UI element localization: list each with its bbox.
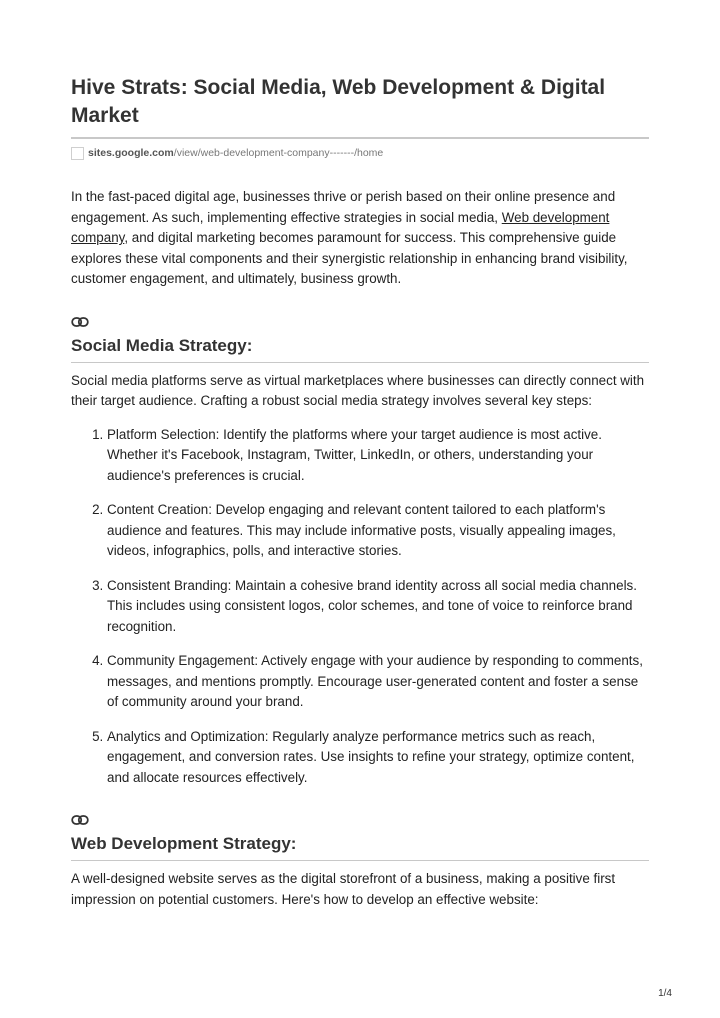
intro-text-end: , and digital marketing becomes paramount for success. This comprehensive guide explores these vital components and their synergistic relationship in enhancing brand visibility, customer engagement, and ultimately, business growth.: [71, 230, 628, 286]
section-divider: [71, 362, 649, 363]
section-web-development: [71, 814, 649, 910]
section-divider: [71, 860, 649, 861]
strategy-list: [71, 425, 649, 789]
intro-text-start: In the fast-paced digital age, businesses thrive or perish based on their online presence and engagement. As such, implementing effective strategies in social media,: [71, 189, 616, 225]
link-icon[interactable]: [71, 316, 89, 328]
source-line: [71, 145, 649, 161]
list-item: 5. Analytics and Optimization: Regularly analyze performance metrics such as reach, engagement, and conversion rates. Use insights to refine your strategy, optimize content, and allocate resources effectively.: [107, 727, 649, 789]
source-path: /view/web-development-company-------/home: [173, 147, 384, 159]
list-item: 3. Consistent Branding: Maintain a cohesive brand identity across all social media channels. This includes using consistent logos, color schemes, and tone of voice to reinforce brand recognition.: [107, 576, 649, 638]
page-number: 1/4: [658, 988, 672, 999]
favicon-icon: [71, 147, 84, 160]
section-heading: Social Media Strategy:: [71, 335, 253, 355]
section-heading: Web Development Strategy:: [71, 834, 297, 853]
source-domain: sites.google.com: [88, 147, 174, 159]
list-item: 1. Platform Selection: Identify the platforms where your target audience is most active. Whether it's Facebook, Instagram, Twitter, LinkedIn, or others, understanding your audience's preferences is crucial.: [107, 425, 649, 487]
source-url[interactable]: [88, 147, 383, 159]
link-icon[interactable]: [71, 814, 89, 826]
section-paragraph: Social media platforms serve as virtual marketplaces where businesses can directly connect with their target audience. Crafting a robust social media strategy involves several key steps:: [71, 372, 645, 408]
intro-paragraph: [71, 187, 649, 290]
section-paragraph: A well-designed website serves as the digital storefront of a business, making a positive first impression on potential customers. Here's how to develop an effective website:: [71, 871, 616, 907]
list-item: 4. Community Engagement: Actively engage with your audience by responding to comments, messages, and mentions promptly. Encourage user-generated content and foster a sense of community around your brand.: [107, 651, 649, 713]
section-social-media: [71, 316, 649, 789]
web-development-company-link[interactable]: Web development company: [71, 209, 610, 245]
document-page: [71, 74, 649, 910]
document-title: Hive Strats: Social Media, Web Development & Digital Market: [71, 76, 606, 127]
list-item: 2. Content Creation: Develop engaging and relevant content tailored to each platform's audience and features. This may include informative posts, visually appealing images, videos, infographics, polls, and interactive stories.: [107, 500, 649, 562]
title-divider: [71, 137, 649, 139]
